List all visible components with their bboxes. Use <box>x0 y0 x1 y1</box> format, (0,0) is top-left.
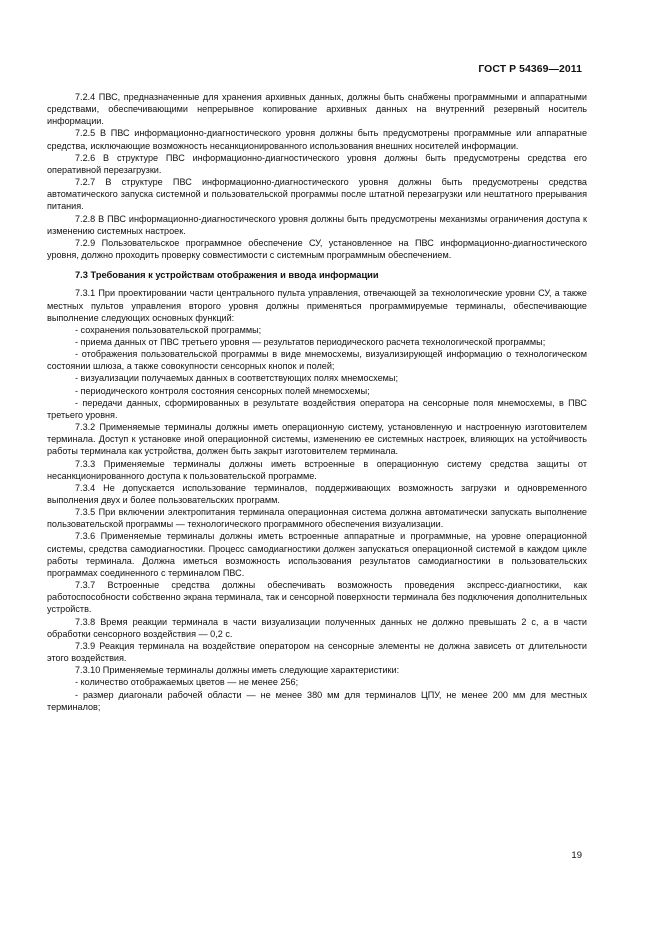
paragraph-7-3-10: 7.3.10 Применяемые терминалы должны иметь следующие характеристики: <box>75 665 400 676</box>
paragraph-7-2-4: 7.2.4 ПВС, предназначенные для хранения архивных данных, должны быть снабжены программными и аппаратными средствами, обеспечивающими непрерывное копирование архивных данных на внутренний резервный носитель информации. <box>47 92 587 127</box>
paragraph-7-3-3: 7.3.3 Применяемые терминалы должны иметь встроенные в операционную систему средства защиты от несанкционированного доступа к пользовательской программе. <box>47 458 587 481</box>
paragraph-7-2-6: 7.2.6 В структуре ПВС информационно-диагностического уровня должны быть предусмотрены средства его оперативной перезагрузки. <box>47 152 587 175</box>
list-item: - сохранения пользовательской программы; <box>75 324 262 335</box>
paragraph-7-2-7: 7.2.7 В структуре ПВС информационно-диагностического уровня должны быть предусмотрены средства автоматического запуска системной и пользовательской программы после штатной перезагрузки или нештатного прерывания питания. <box>47 177 587 212</box>
paragraph-7-3-4: 7.3.4 Не допускается использование терминалов, поддерживающих возможность загрузки и одновременного выполнения двух и более пользовательских программ. <box>47 482 587 505</box>
list-item: - передачи данных, сформированных в результате воздействия оператора на сенсорные поля мнемосхемы, в ПВС третьего уровня. <box>47 397 587 420</box>
paragraph-7-3-2: 7.3.2 Применяемые терминалы должны иметь операционную систему, установленную и настроенную изготовителем терминала. Доступ к установке иной операционной системы, изменению ее системных настроек, влияющих на устойчивость работы терминала как устройства, должен быть закрыт изготовителем терминала. <box>47 422 587 457</box>
list-item: - размер диагонали рабочей области — не менее 380 мм для терминалов ЦПУ, не менее 200 мм для местных терминалов; <box>47 689 587 712</box>
page-number: 19 <box>571 850 582 861</box>
document-id-header: ГОСТ Р 54369—2011 <box>478 64 582 75</box>
section-heading-7-3: 7.3 Требования к устройствам отображения и ввода информации <box>75 270 379 281</box>
paragraph-7-3-1: 7.3.1 При проектировании части центрального пульта управления, отвечающей за технологические уровни СУ, а также местных пультов управления второго уровня должны применяться программируемые терминалы, обеспечивающие выполнение следующих основных функций: <box>47 288 587 323</box>
paragraph-7-3-7: 7.3.7 Встроенные средства должны обеспечивать возможность проведения экспресс-диагностики, как работоспособности собственно экрана терминала, так и сенсорной поверхности терминала без подключения дополнительных устройств. <box>47 580 587 615</box>
paragraph-7-3-8: 7.3.8 Время реакции терминала в части визуализации полученных данных не должно превышать 2 с, а в части обработки сенсорного воздействия — 0,2 с. <box>47 616 587 639</box>
list-item: - отображения пользовательской программы в виде мнемосхемы, визуализирующей информацию о технологическом состоянии шлюза, а также совокупности сенсорных кнопок и полей; <box>47 349 587 372</box>
document-body <box>47 91 587 713</box>
paragraph-7-3-5: 7.3.5 При включении электропитания терминала операционная система должна автоматически запускать выполнение пользовательской программы — технологического программного обеспечения визуализации. <box>47 507 587 530</box>
list-item: - периодического контроля состояния сенсорных полей мнемосхемы; <box>75 385 370 396</box>
paragraph-7-2-8: 7.2.8 В ПВС информационно-диагностического уровня должны быть предусмотрены механизмы ограничения доступа к изменению системных настроек. <box>47 213 587 236</box>
paragraph-7-2-5: 7.2.5 В ПВС информационно-диагностического уровня должны быть предусмотрены программные или аппаратные средства, исключающие возможность несанкционированного использования внешних носителей информации. <box>47 128 587 151</box>
paragraph-7-2-9: 7.2.9 Пользовательское программное обеспечение СУ, установленное на ПВС информационно-диагностического уровня, должно проходить проверку совместимости с системным программным обеспечением. <box>47 237 587 261</box>
paragraph-7-3-6: 7.3.6 Применяемые терминалы должны иметь встроенные аппаратные и программные, на уровне операционной системы, средства самодиагностики. Процесс самодиагностики должен запускаться операционной системой в каждом цикле работы терминала. Должна иметься возможность использования результатов самодиагностики в пользовательских программах соединенного с терминалом ПВС. <box>47 531 587 578</box>
list-item: - приема данных от ПВС третьего уровня — результатов периодического расчета технологической программы; <box>75 336 546 347</box>
list-item: - визуализации получаемых данных в соответствующих полях мнемосхемы; <box>75 373 398 384</box>
paragraph-7-3-9: 7.3.9 Реакция терминала на воздействие оператором на сенсорные элементы не должна зависеть от длительности этого воздействия. <box>47 640 587 664</box>
list-item: - количество отображаемых цветов — не менее 256; <box>75 677 299 688</box>
